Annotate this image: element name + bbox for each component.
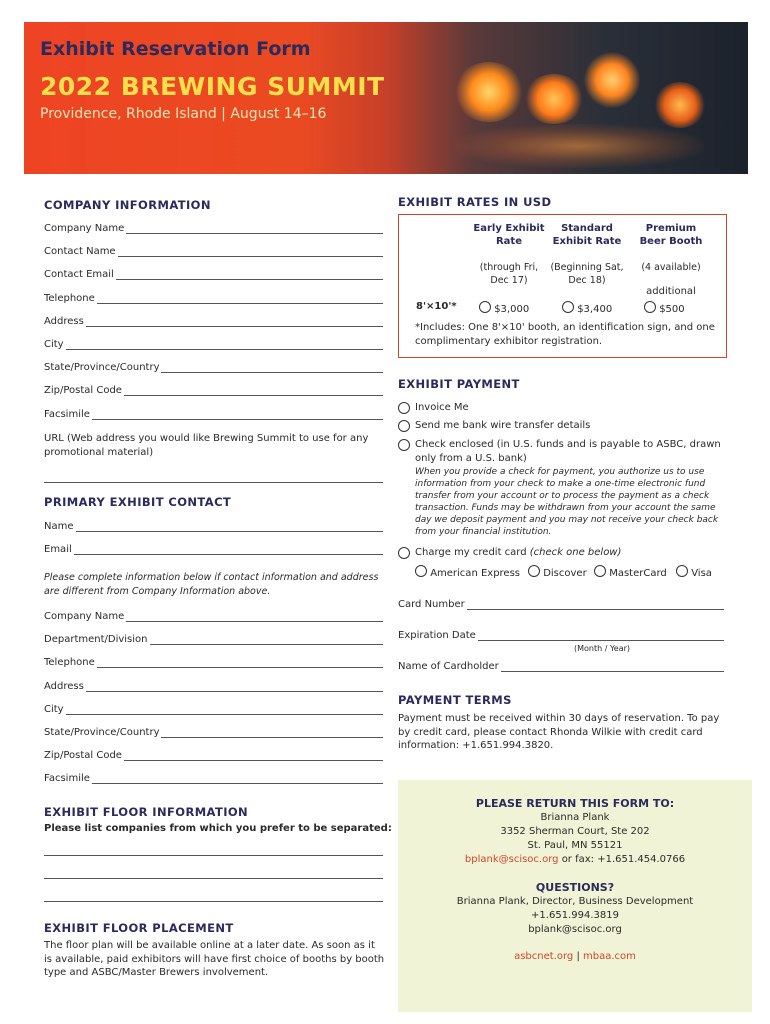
card-mastercard-option[interactable] [594,565,667,579]
alt-company-label: Address [44,680,84,692]
premium-booth-value: $500 [659,304,685,315]
booth-size-label: 8'×10'* [416,301,457,312]
alt-company-label: City [44,703,64,715]
alt-company-line[interactable] [92,773,383,784]
return-address-1: 3352 Sherman Court, Ste 202 [500,826,650,837]
company-field[interactable] [44,359,383,373]
return-address-2: St. Paul, MN 55121 [527,840,623,851]
company-line[interactable] [124,385,383,396]
card-number-label: Card Number [398,599,465,610]
radio-icon[interactable] [398,402,410,414]
alt-company-label: Company Name [44,611,125,622]
primary-note: Please complete information below if contact information and address are different from Company Information above. [44,572,379,597]
mbaa-link[interactable]: mbaa.com [583,951,636,962]
company-line[interactable] [66,339,383,350]
company-field[interactable] [44,290,383,304]
company-label: Company Name [44,223,125,234]
company-field[interactable] [44,266,383,280]
url-label: URL (Web address you would like Brewing Summit to use for any promotional material) [44,433,369,458]
credit-card-label: Charge my credit card [415,547,527,558]
event-subtitle: Providence, Rhode Island | August 14–16 [40,106,327,122]
contact-line[interactable] [76,521,383,532]
premium-additional: additional [646,286,696,297]
radio-icon[interactable] [644,301,656,313]
company-label: State/Province/Country [44,362,160,374]
card-visa-option[interactable] [676,565,712,579]
water-reflection [454,124,704,168]
primary-contact-heading: PRIMARY EXHIBIT CONTACT [44,495,232,509]
premium-booth-header: Premium Beer Booth [639,223,703,247]
floor-placement-text: The floor plan will be available online at a later date. As soon as it is available, paid exhibitors will have first choice of booths by booth type and ASBC/Master Brewers involvement. [44,940,385,978]
return-name: Brianna Plank [540,812,610,823]
company-line[interactable] [126,223,383,234]
radio-icon[interactable] [398,547,410,559]
company-field[interactable] [44,406,383,420]
alt-company-line[interactable] [124,750,383,761]
alt-company-label: Zip/Postal Code [44,750,122,762]
company-line[interactable] [92,409,383,420]
fire-image [454,62,524,122]
premium-booth-note: (4 available) [641,262,701,273]
separation-line-2[interactable] [44,878,383,879]
early-rate-header: Early Exhibit Rate [473,223,545,247]
alt-company-label: State/Province/Country [44,727,160,738]
link-separator: | [576,951,580,962]
contact-field[interactable] [44,518,383,532]
company-label: Contact Name [44,246,116,258]
cardholder-field[interactable] [398,658,724,672]
radio-icon[interactable] [398,420,410,432]
company-field[interactable] [44,243,383,257]
fire-image [524,74,584,124]
company-field[interactable] [44,313,383,327]
alt-company-label: Department/Division [44,634,148,646]
company-field[interactable] [44,336,383,350]
contact-field[interactable] [44,541,383,555]
questions-phone: +1.651.994.3819 [531,910,619,921]
early-rate-value: $3,000 [494,304,530,315]
exhibit-reservation-form [24,22,748,1012]
alt-company-line[interactable] [161,727,383,738]
fire-image [654,82,706,128]
alt-company-field[interactable] [44,747,383,761]
radio-icon[interactable] [528,565,540,577]
company-heading: COMPANY INFORMATION [44,198,211,212]
website-links [398,950,752,964]
company-line[interactable] [97,293,383,304]
alt-company-field[interactable] [44,631,383,645]
contact-line[interactable] [74,544,383,555]
rates-footnote: *Includes: One 8'×10' booth, an identification sign, and one complimentary exhibitor registration. [415,322,715,347]
alt-company-field[interactable] [44,678,383,692]
standard-rate-option[interactable] [562,301,612,315]
radio-icon[interactable] [479,301,491,313]
floor-info-instruction: Please list companies from which you prefer to be separated: [44,823,392,834]
card-discover-label: Discover [543,568,587,579]
premium-booth-option[interactable] [644,301,685,315]
company-line[interactable] [161,362,383,373]
return-heading: PLEASE RETURN THIS FORM TO: [475,797,675,810]
card-number-field[interactable] [398,596,724,610]
standard-rate-header: Standard Exhibit Rate [552,223,622,247]
questions-email-link[interactable]: bplank@scisoc.org [528,924,622,935]
header-banner [24,22,748,174]
card-number-line[interactable] [467,599,724,610]
fire-image [584,52,640,108]
event-title: 2022 BREWING SUMMIT [40,72,385,101]
credit-card-note: (check one below) [529,547,622,558]
check-label: Check enclosed (in U.S. funds and is payable to ASBC, drawn only from a U.S. bank) [415,439,721,464]
card-amex-label: American Express [430,568,521,579]
company-line[interactable] [86,316,383,327]
return-info-box [398,780,752,1012]
floor-placement-heading: EXHIBIT FLOOR PLACEMENT [44,921,234,935]
alt-company-label: Facsimile [44,773,90,785]
alt-company-field[interactable] [44,770,383,784]
invoice-label: Invoice Me [415,402,469,413]
cardholder-label: Name of Cardholder [398,661,499,672]
radio-icon[interactable] [676,565,688,577]
company-field[interactable] [44,220,383,234]
floor-info-heading: EXHIBIT FLOOR INFORMATION [44,805,249,819]
cardholder-line[interactable] [501,661,724,672]
card-visa-label: Visa [691,568,712,579]
company-label: City [44,339,64,350]
company-label: Address [44,315,84,327]
form-title: Exhibit Reservation Form [40,38,311,60]
alt-company-field[interactable] [44,608,383,622]
wire-label: Send me bank wire transfer details [415,420,591,431]
asbc-link[interactable]: asbcnet.org [514,951,574,962]
return-contact [398,853,752,867]
rates-box [398,214,727,358]
alt-company-line[interactable] [126,611,383,622]
alt-company-line[interactable] [86,681,383,692]
expiration-label: Expiration Date [398,630,476,641]
alt-company-field[interactable] [44,701,383,715]
card-amex-option[interactable] [415,565,520,579]
company-line[interactable] [118,246,383,257]
alt-company-field[interactable] [44,724,383,738]
radio-icon[interactable] [398,439,410,451]
alt-company-line[interactable] [150,634,383,645]
early-rate-option[interactable] [479,301,529,315]
company-line[interactable] [116,269,383,280]
standard-rate-note: (Beginning Sat, Dec 18) [550,262,624,286]
return-fax: or fax: +1.651.454.0766 [561,854,686,865]
separation-line-1[interactable] [44,855,383,856]
company-field[interactable] [44,382,383,396]
alt-company-line[interactable] [66,704,383,715]
questions-name: Brianna Plank, Director, Business Development [456,896,694,907]
return-email-link[interactable]: bplank@scisoc.org [464,854,559,865]
radio-icon[interactable] [594,565,606,577]
expiration-field[interactable] [398,627,724,641]
expiration-line[interactable] [478,630,724,641]
radio-icon[interactable] [562,301,574,313]
company-label: Facsimile [44,408,90,420]
questions-heading: QUESTIONS? [535,881,615,894]
check-option[interactable] [398,438,728,466]
company-label: Contact Email [44,269,114,281]
terms-heading: PAYMENT TERMS [398,693,512,707]
alt-company-label: Telephone [44,657,95,669]
company-label: Telephone [44,292,95,304]
radio-icon[interactable] [415,565,427,577]
contact-label: Name [44,521,74,532]
payment-heading: EXHIBIT PAYMENT [398,377,520,391]
rates-heading: EXHIBIT RATES IN USD [398,195,552,209]
company-label: Zip/Postal Code [44,385,122,397]
standard-rate-value: $3,400 [577,304,613,315]
alt-company-field[interactable] [44,654,383,668]
alt-company-line[interactable] [97,657,383,668]
separation-line-3[interactable] [44,901,383,902]
contact-label: Email [44,544,72,555]
card-mastercard-label: MasterCard [609,568,667,579]
month-year-hint: (Month / Year) [574,644,631,653]
early-rate-note: (through Fri, Dec 17) [479,262,539,286]
check-note: When you provide a check for payment, you authorize us to use information from your check to make a one-time electronic fund transfer from your account or to process the payment as a check transaction. Funds may be withdrawn from your account the same day we deposit payment and you may not receive your check back from your financial institution. [415,467,719,537]
url-field[interactable] [44,482,383,483]
card-discover-option[interactable] [528,565,587,579]
terms-text: Payment must be received within 30 days of reservation. To pay by credit card, please contact Rhonda Wilkie with credit card information: +1.651.994.3820. [398,713,720,751]
